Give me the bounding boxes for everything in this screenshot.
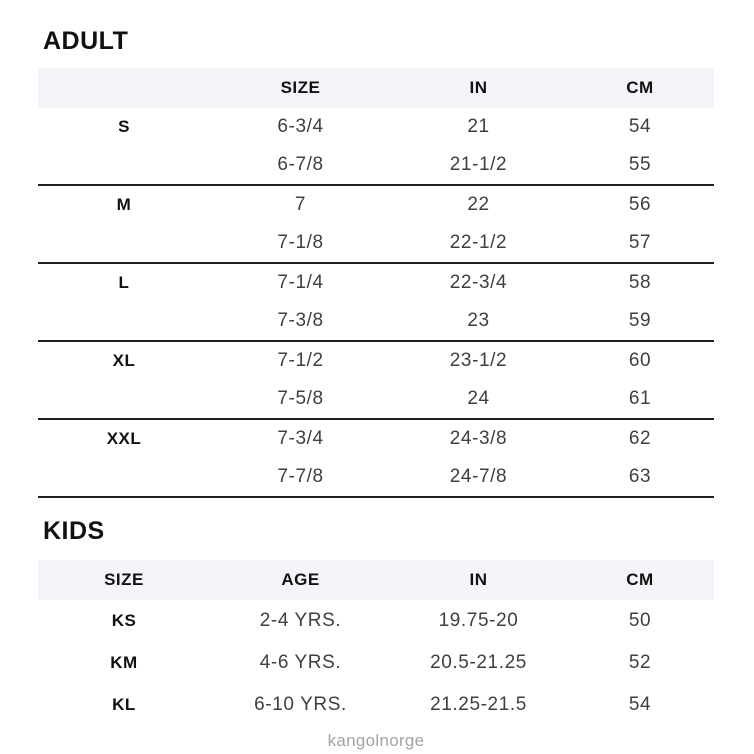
adult-size-group-l [38, 264, 714, 342]
adult-header-empty [38, 68, 210, 108]
kids-header-cm: CM [626, 570, 654, 589]
in-cell: 22-3/4 [449, 272, 508, 293]
in-cell: 21.25-21.5 [430, 694, 527, 715]
table-row [38, 642, 714, 684]
adult-table-header-row [38, 68, 714, 108]
adult-size-group-xl [38, 342, 714, 420]
size-cell: 7 [294, 194, 307, 215]
size-label-cell: S [118, 117, 130, 136]
size-label-cell: KL [112, 695, 136, 714]
cm-cell: 61 [628, 388, 652, 409]
cm-cell: 60 [628, 350, 652, 371]
in-cell: 23-1/2 [449, 350, 508, 371]
size-cell: 7-3/8 [277, 310, 324, 331]
cm-cell: 58 [628, 272, 652, 293]
in-cell: 22 [467, 194, 490, 215]
age-cell: 4-6 YRS. [259, 652, 342, 673]
size-label-cell: L [118, 273, 130, 292]
table-row [38, 342, 714, 380]
size-label-cell [38, 224, 210, 262]
in-cell: 23 [467, 310, 490, 331]
size-cell: 7-5/8 [277, 388, 324, 409]
size-cell: 6-3/4 [277, 116, 324, 137]
cm-cell: 55 [628, 154, 652, 175]
size-label-cell: KS [111, 611, 137, 630]
adult-size-group-m [38, 186, 714, 264]
size-label-cell [38, 302, 210, 340]
kids-header-age: AGE [281, 570, 320, 589]
size-cell: 7-1/2 [277, 350, 324, 371]
kids-header-in: IN [469, 570, 488, 589]
size-cell: 7-1/8 [277, 232, 324, 253]
in-cell: 24 [467, 388, 490, 409]
size-label-cell: M [116, 195, 132, 214]
cm-cell: 56 [628, 194, 652, 215]
adult-size-table [38, 68, 714, 498]
size-cell: 7-3/4 [277, 428, 324, 449]
table-row [38, 302, 714, 340]
in-cell: 24-7/8 [449, 466, 508, 487]
cm-cell: 54 [628, 694, 652, 715]
in-cell: 21-1/2 [449, 154, 508, 175]
cm-cell: 62 [628, 428, 652, 449]
cm-cell: 54 [628, 116, 652, 137]
in-cell: 20.5-21.25 [430, 652, 527, 673]
cm-cell: 50 [628, 610, 652, 631]
adult-header-size: SIZE [280, 78, 321, 97]
size-label-cell: KM [110, 653, 138, 672]
size-label-cell: XXL [106, 429, 142, 448]
size-label-cell: XL [112, 351, 136, 370]
brand-watermark: kangolnorge [327, 731, 425, 750]
size-cell: 7-7/8 [277, 466, 324, 487]
table-row [38, 684, 714, 726]
adult-header-cm: CM [626, 78, 654, 97]
table-row [38, 420, 714, 458]
size-cell: 6-7/8 [277, 154, 324, 175]
in-cell: 21 [467, 116, 490, 137]
kids-header-size: SIZE [104, 570, 144, 589]
kids-section-title: KIDS [43, 517, 105, 545]
age-cell: 6-10 YRS. [254, 694, 347, 715]
table-row [38, 108, 714, 146]
in-cell: 22-1/2 [449, 232, 508, 253]
kids-table-header-row [38, 560, 714, 600]
table-row [38, 146, 714, 184]
table-row [38, 458, 714, 496]
adult-section-title: ADULT [43, 27, 129, 55]
cm-cell: 57 [628, 232, 652, 253]
size-cell: 7-1/4 [277, 272, 324, 293]
cm-cell: 52 [628, 652, 652, 673]
size-label-cell [38, 146, 210, 184]
adult-size-group-xxl [38, 420, 714, 498]
table-row [38, 186, 714, 224]
adult-header-in: IN [469, 78, 488, 97]
table-row [38, 600, 714, 642]
in-cell: 19.75-20 [438, 610, 519, 631]
cm-cell: 63 [628, 466, 652, 487]
table-row [38, 380, 714, 418]
cm-cell: 59 [628, 310, 652, 331]
in-cell: 24-3/8 [449, 428, 508, 449]
age-cell: 2-4 YRS. [259, 610, 342, 631]
adult-size-group-s [38, 108, 714, 186]
kids-size-table [38, 560, 714, 726]
size-label-cell [38, 458, 210, 496]
table-row [38, 224, 714, 262]
table-row [38, 264, 714, 302]
size-label-cell [38, 380, 210, 418]
